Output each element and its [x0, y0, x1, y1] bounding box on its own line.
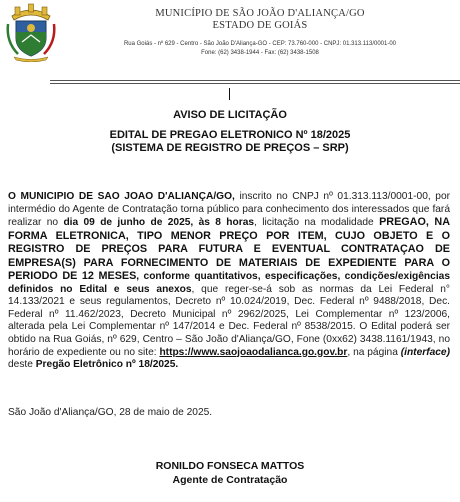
notice-system: (SISTEMA DE REGISTRO DE PREÇOS – SRP) — [111, 142, 349, 154]
website-link[interactable]: https://www.saojoaodalianca.go.gov.br — [159, 346, 348, 358]
body-municipality: O MUNICIPIO DE SAO JOAO D'ALIANÇA/GO, — [8, 191, 235, 202]
date-line: São João d'Aliança/GO, 28 de maio de 2025. — [8, 407, 213, 418]
signatory-name: RONILDO FONSECA MATTOS — [155, 460, 305, 472]
body-interface: (interface) — [400, 346, 450, 358]
notice-subtitle: EDITAL DE PREGAO ELETRONICO Nº 18/2025 — [109, 129, 351, 141]
body-cnpj-text: inscrito no CNPJ nº 01.313.113/0001-00, por intermédio do Agente de Contratação torna público para conhecimento dos interessados que fará realizar no — [8, 191, 451, 229]
body-modality-text: , licitação na modalidade — [254, 217, 380, 229]
phone-line: Fone: (62) 3438-1944 - Fax: (62) 3438-1508 — [201, 50, 319, 56]
header-divider — [50, 80, 460, 81]
body-conditions: , conforme quantitativos, especificações, condições/exigências definidos no Edital e seus anexos — [8, 271, 450, 295]
body-date: dia 09 de junho de 2025, às 8 horas — [63, 217, 255, 229]
notice-body — [8, 191, 450, 372]
body-deste: deste — [8, 359, 36, 371]
body-pregao-ref: Pregão Eletrônico nº 18/2025 — [35, 359, 176, 371]
signatory-role: Agente de Contratação — [172, 474, 288, 486]
letterhead — [60, 8, 460, 58]
coat-of-arms-icon — [4, 2, 58, 62]
body-object: PREGAO, NA FORMA ELETRONICA, TIPO MENOR PREÇO POR ITEM, CUJO OBJETO E O REGISTRO DE PREÇOS PARA FUTURA E EVENTUAL CONTRATAÇAO DE EMPRESA(S) PARA FORNECIMENTO DE MATERIAIS DE EXPEDIENTE PARA O PERIODO DE 12 MESES — [8, 216, 450, 283]
address-line: Rua Goiás - nº 629 - Centro - São João D'Aliança-GO - CEP: 73.760-000 - CNPJ: 01.313.113/0001-00 — [123, 41, 397, 47]
body-page-text: , na página — [347, 346, 401, 358]
header-divider-thin — [50, 83, 460, 84]
municipality-name: MUNICÍPIO DE SÃO JOÃO D'ALIANÇA/GO — [155, 8, 365, 19]
text-cursor — [229, 88, 230, 100]
state-name: ESTADO DE GOIÁS — [212, 20, 308, 31]
body-end: . — [175, 359, 179, 371]
body-legal-text: , que reger-se-á sob as normas da Lei Federal n° 14.133/2021 e seus regulamentos, Decreto nº 10.024/2019, Dec. Federal nº 9488/2018, Dec. Federal nº 11.462/2023, Decreto Municipal nº 2962/2025, Lei Complementar nº 123/2006, alterada pela Lei Complementar nº 147/2014 e Dec. Federal nº 8538/2015. O Edital poderá ser obtido na Rua Goiás, nº 629, Centro – São João d'Aliança/GO, Fone (0xx62) 3438.1161/1943, no horário de expediente ou no site: — [8, 283, 450, 358]
notice-title: AVISO DE LICITAÇÃO — [173, 109, 287, 121]
